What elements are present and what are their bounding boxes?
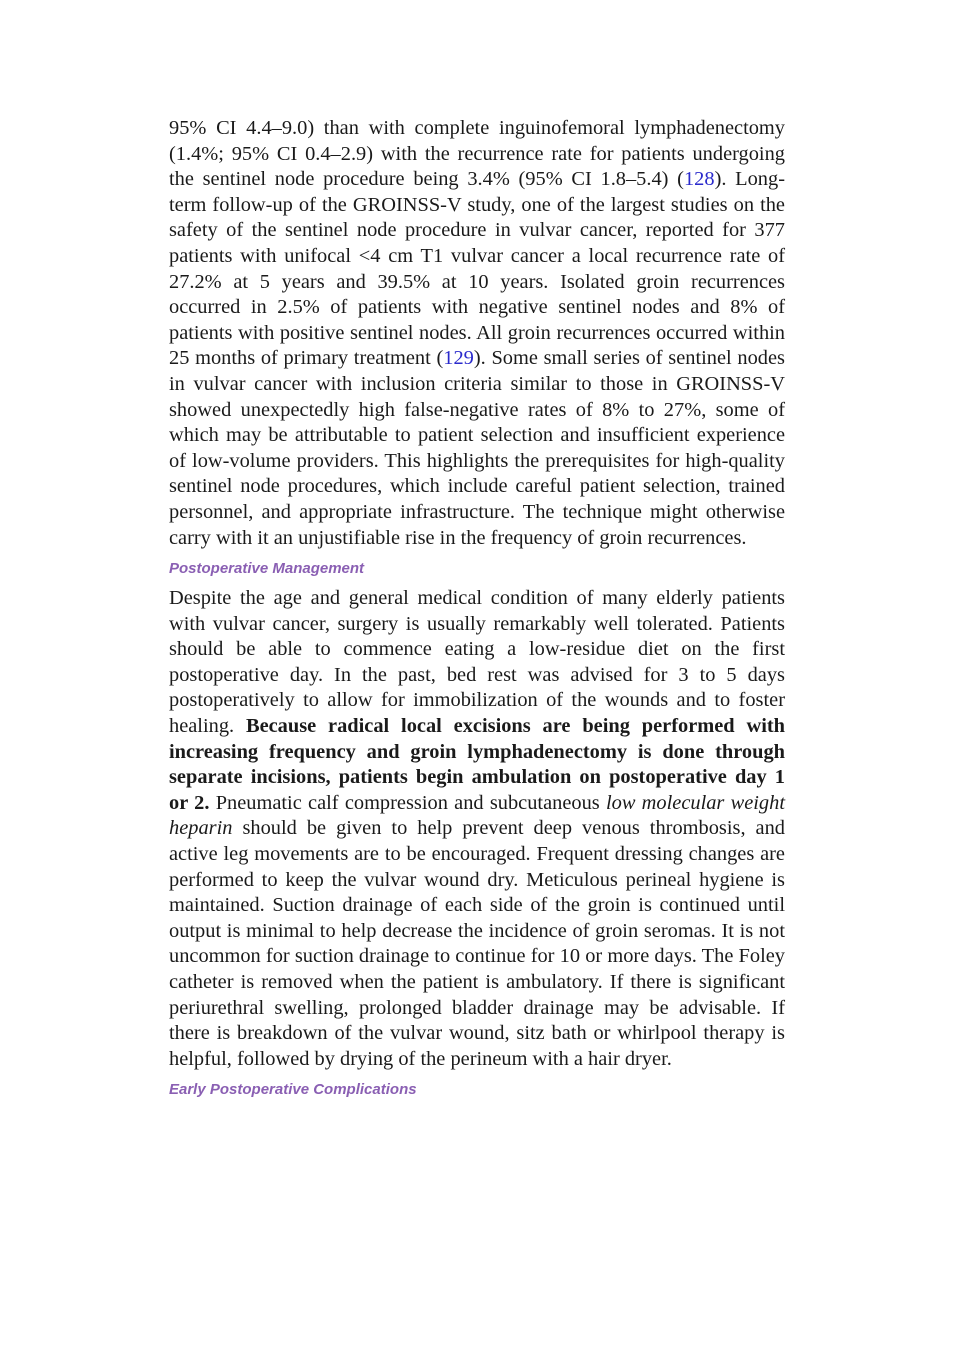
italic-text-run: low molecular weight heparin: [169, 791, 785, 840]
section-heading-postoperative-management: Postoperative Management: [169, 560, 365, 578]
section-heading-early-complications: Early Postoperative Complications: [169, 1081, 417, 1099]
text-run: ). Long-term follow-up of the GROINSS-V study, one of the largest studies on the safety of the sentinel node procedure in vulvar cancer, reported for 377 patients with unifocal <4 cm T1 vulvar cancer a local recurrence rate of 27.2% at 5 years and 39.5% at 10 years. Isolated groin recurrences occurred in 2.5% of patients with negative sentinel nodes and 8% of patients with positive sentinel nodes. All groin recurrences occurred within 25 months of primary treatment (: [169, 168, 785, 370]
reference-link-129[interactable]: 129: [443, 347, 474, 370]
text-run: should be given to help prevent deep venous thrombosis, and active leg movements are to be encouraged. Frequent dressing changes are performed to keep the vulvar wound dry. Meticulous perineal hygiene is maintained. Suction drainage of each side of the groin is continued until output is minimal to help decrease the incidence of groin seromas. It is not uncommon for suction drainage to continue for 10 or more days. The Foley catheter is removed when the patient is ambulatory. If there is significant periurethral swelling, prolonged bladder drainage may be advisable. If there is breakdown of the vulvar wound, sitz bath or whirlpool therapy is helpful, followed by drying of the perineum with a hair dryer.: [169, 817, 785, 1070]
text-run: Pneumatic calf compression and subcutaneous: [209, 791, 606, 814]
text-run: ). Some small series of sentinel nodes in vulvar cancer with inclusion criteria similar to those in GROINSS-V showed unexpectedly high false-negative rates of 8% to 27%, some of which may be attributable to patient selection and insufficient experience of low-volume providers. This highlights the prerequisites for high-quality sentinel node procedures, which include careful patient selection, trained personnel, and appropriate infrastructure. The technique might otherwise carry with it an unjustifiable rise in the frequency of groin recurrences.: [169, 347, 785, 549]
body-paragraph-recurrence: [169, 116, 785, 551]
reference-link-128[interactable]: 128: [683, 168, 715, 191]
text-run: Despite the age and general medical condition of many elderly patients with vulvar cancer, surgery is usually remarkably well tolerated. Patients should be able to commence eating a low-residue diet on the first postoperative day. In the past, bed rest was advised for 3 to 5 days postoperatively to allow for immobilization of the wounds and to foster healing.: [169, 587, 785, 738]
text-run: 95% CI 4.4–9.0) than with complete inguinofemoral lymphadenectomy (1.4%; 95% CI 0.4–2.9) with the recurrence rate for patients undergoing the sentinel node procedure being 3.4% (95% CI 1.8–5.4) (: [169, 117, 785, 191]
body-paragraph-postoperative: [169, 586, 785, 1072]
document-page: [169, 116, 785, 1098]
bold-text-run: Because radical local excisions are being performed with increasing frequency and groin lymphadenectomy is done through separate incisions, patients begin ambulation on postoperative day 1 or 2.: [169, 715, 785, 814]
